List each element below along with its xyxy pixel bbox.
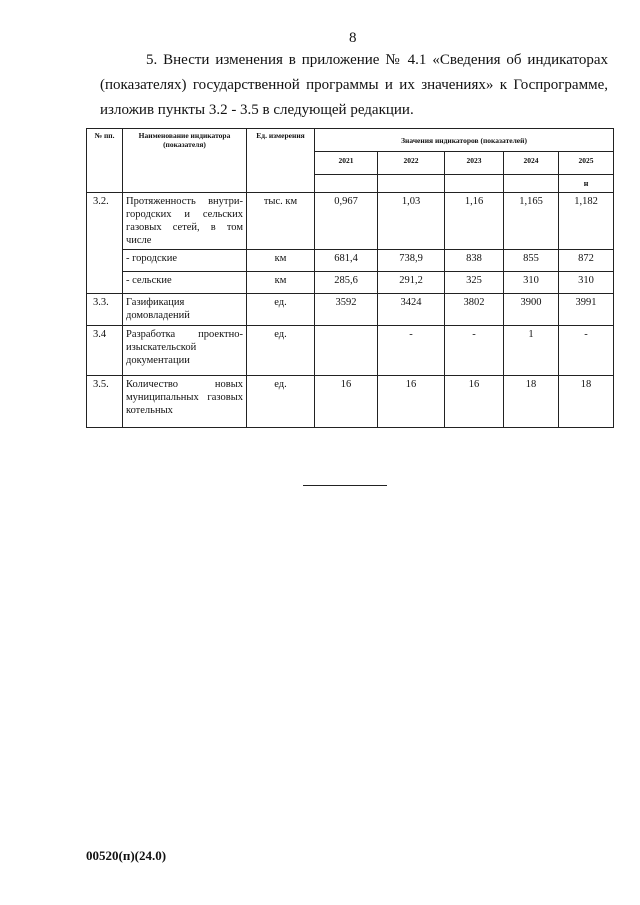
- table-row: [87, 294, 614, 326]
- unit-row-cell: [445, 175, 504, 193]
- table-row: [87, 250, 614, 272]
- value-2021: 16: [315, 376, 378, 428]
- indicators-table: [86, 128, 614, 428]
- value-2024: 1: [504, 326, 559, 376]
- indicator-unit: км: [247, 272, 315, 294]
- value-2024: 855: [504, 250, 559, 272]
- page-number: 8: [349, 30, 357, 46]
- indicator-unit: ед.: [247, 326, 315, 376]
- value-2025: 3991: [559, 294, 614, 326]
- value-2024: 1,165: [504, 193, 559, 250]
- indicator-name: - городские: [123, 250, 247, 272]
- indicator-unit: ед.: [247, 376, 315, 428]
- table-row: [87, 272, 614, 294]
- value-2022: 1,03: [378, 193, 445, 250]
- intro-line-3: изложив пункты 3.2 - 3.5 в следующей редакции.: [100, 102, 414, 118]
- row-number: 3.4: [87, 326, 123, 376]
- value-2021: 681,4: [315, 250, 378, 272]
- value-2023: 838: [445, 250, 504, 272]
- value-2023: 325: [445, 272, 504, 294]
- table-row: [87, 193, 614, 250]
- value-2025: -: [559, 326, 614, 376]
- intro-paragraph: [100, 48, 608, 123]
- table-row: [87, 376, 614, 428]
- unit-row-cell: [378, 175, 445, 193]
- value-2022: 3424: [378, 294, 445, 326]
- value-2024: 3900: [504, 294, 559, 326]
- year-2024: 2024: [504, 152, 559, 175]
- header-row: [87, 129, 614, 152]
- value-2023: 1,16: [445, 193, 504, 250]
- value-2024: 310: [504, 272, 559, 294]
- value-2023: 16: [445, 376, 504, 428]
- value-2022: -: [378, 326, 445, 376]
- value-2024: 18: [504, 376, 559, 428]
- value-2022: 738,9: [378, 250, 445, 272]
- value-2021: 285,6: [315, 272, 378, 294]
- value-2025: 872: [559, 250, 614, 272]
- unit-row-cell: н: [559, 175, 614, 193]
- value-2025: 310: [559, 272, 614, 294]
- value-2021: 3592: [315, 294, 378, 326]
- intro-line-2: (показателях) государственной программы и их значениях» к Госпрограмме,: [100, 77, 608, 93]
- year-2022: 2022: [378, 152, 445, 175]
- indicator-name: Газификация домовладений: [123, 294, 247, 326]
- value-2021: [315, 326, 378, 376]
- indicator-name: Количество новых муниципальных газовых котельных: [123, 376, 247, 428]
- indicator-name: - сельские: [123, 272, 247, 294]
- section-divider: [303, 485, 387, 486]
- year-2021: 2021: [315, 152, 378, 175]
- unit-row-cell: [315, 175, 378, 193]
- header-no: № пп.: [87, 129, 123, 193]
- intro-line-1: 5. Внести изменения в приложение № 4.1 «Сведения об индикаторах: [146, 52, 608, 68]
- indicator-unit: км: [247, 250, 315, 272]
- indicator-name: Разработка проектно-изыскательской документации: [123, 326, 247, 376]
- year-2023: 2023: [445, 152, 504, 175]
- header-values: Значения индикаторов (показателей): [315, 129, 614, 152]
- value-2023: 3802: [445, 294, 504, 326]
- header-name: Наименование индикатора (показателя): [123, 129, 247, 193]
- row-number: 3.5.: [87, 376, 123, 428]
- value-2025: 1,182: [559, 193, 614, 250]
- row-number: 3.3.: [87, 294, 123, 326]
- value-2022: 291,2: [378, 272, 445, 294]
- document-code: 00520(п)(24.0): [86, 848, 167, 863]
- table-row: [87, 326, 614, 376]
- row-number: 3.2.: [87, 193, 123, 294]
- indicator-unit: ед.: [247, 294, 315, 326]
- value-2021: 0,967: [315, 193, 378, 250]
- value-2025: 18: [559, 376, 614, 428]
- value-2022: 16: [378, 376, 445, 428]
- indicator-unit: тыс. км: [247, 193, 315, 250]
- unit-row-cell: [504, 175, 559, 193]
- value-2023: -: [445, 326, 504, 376]
- year-2025: 2025: [559, 152, 614, 175]
- header-unit: Ед. измерения: [247, 129, 315, 193]
- indicator-name: Протяженность внутри-городских и сельских газовых сетей, в том числе: [123, 193, 247, 250]
